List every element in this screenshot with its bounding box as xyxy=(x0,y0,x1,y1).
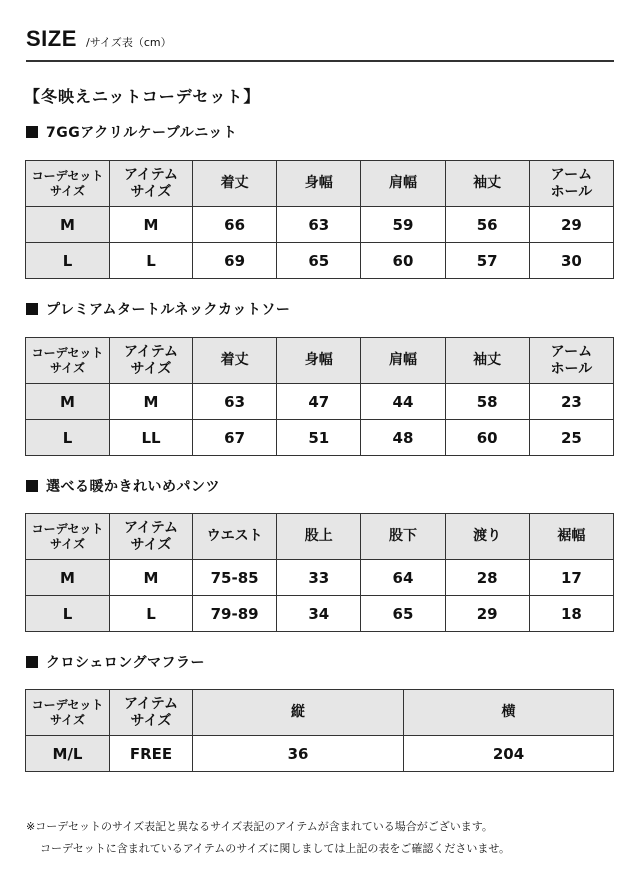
table-cell: 23 xyxy=(529,384,613,420)
table-cell: 65 xyxy=(361,596,445,632)
item-size-header: アイテム サイズ xyxy=(110,338,193,384)
table-cell: 204 xyxy=(404,736,614,772)
table-cell: 67 xyxy=(193,420,277,456)
table-cell: M xyxy=(26,560,110,596)
table-cell: M xyxy=(110,384,193,420)
table-cell: M xyxy=(110,207,193,243)
item-size-header: アイテム サイズ xyxy=(110,514,193,560)
size-table-pants xyxy=(25,513,614,632)
column-header: 着丈 xyxy=(193,338,277,384)
square-bullet-icon xyxy=(26,480,38,492)
table-cell: 59 xyxy=(361,207,445,243)
table-cell: 57 xyxy=(445,243,529,279)
footnotes xyxy=(26,816,510,860)
table-cell: 69 xyxy=(193,243,277,279)
table-cell: 63 xyxy=(193,384,277,420)
table-cell: M/L xyxy=(26,736,110,772)
table-cell: M xyxy=(26,384,110,420)
column-header: アーム ホール xyxy=(529,161,613,207)
column-header: 股下 xyxy=(361,514,445,560)
table-cell: 75-85 xyxy=(193,560,277,596)
table-cell: L xyxy=(110,243,193,279)
table-row xyxy=(26,207,614,243)
column-header: 袖丈 xyxy=(445,161,529,207)
table-cell: 30 xyxy=(529,243,613,279)
table-cell: L xyxy=(26,420,110,456)
column-header: 肩幅 xyxy=(361,161,445,207)
table-cell: LL xyxy=(110,420,193,456)
table-cell: 47 xyxy=(277,384,361,420)
section-heading-pants xyxy=(26,476,220,496)
table-header-row xyxy=(26,690,614,736)
table-row xyxy=(26,560,614,596)
table-cell: 60 xyxy=(361,243,445,279)
section-title: 7GGアクリルケーブルニット xyxy=(46,125,238,141)
table-cell: 79-89 xyxy=(193,596,277,632)
column-header: 横 xyxy=(404,690,614,736)
table-cell: 56 xyxy=(445,207,529,243)
table-cell: L xyxy=(110,596,193,632)
column-header: 股上 xyxy=(277,514,361,560)
column-header: 縦 xyxy=(193,690,404,736)
table-row xyxy=(26,596,614,632)
column-header: ウエスト xyxy=(193,514,277,560)
table-cell: M xyxy=(110,560,193,596)
table-cell: 60 xyxy=(445,420,529,456)
table-cell: L xyxy=(26,596,110,632)
table-cell: 51 xyxy=(277,420,361,456)
table-cell: 18 xyxy=(529,596,613,632)
table-row xyxy=(26,736,614,772)
coord-size-header: コーデセット サイズ xyxy=(26,690,110,736)
section-title: 選べる暖かきれいめパンツ xyxy=(46,479,220,495)
section-heading-turtleneck xyxy=(26,299,290,319)
square-bullet-icon xyxy=(26,303,38,315)
coord-size-header: コーデセット サイズ xyxy=(26,338,110,384)
column-header: 渡り xyxy=(445,514,529,560)
section-title: プレミアムタートルネックカットソー xyxy=(46,302,291,318)
table-cell: L xyxy=(26,243,110,279)
size-table-turtleneck xyxy=(25,337,614,456)
table-cell: 34 xyxy=(277,596,361,632)
size-table-knit xyxy=(25,160,614,279)
table-cell: 58 xyxy=(445,384,529,420)
table-header-row xyxy=(26,514,614,560)
collection-title: 【冬映えニットコーデセット】 xyxy=(24,87,261,106)
table-cell: 44 xyxy=(361,384,445,420)
table-cell: 65 xyxy=(277,243,361,279)
coord-size-header: コーデセット サイズ xyxy=(26,161,110,207)
square-bullet-icon xyxy=(26,126,38,138)
unit-label: /サイズ表（cm） xyxy=(86,36,172,49)
table-cell: 36 xyxy=(193,736,404,772)
section-heading-muffler xyxy=(26,652,205,672)
table-row xyxy=(26,243,614,279)
table-cell: 25 xyxy=(529,420,613,456)
table-header-row xyxy=(26,338,614,384)
size-table-muffler xyxy=(25,689,614,772)
item-size-header: アイテム サイズ xyxy=(110,161,193,207)
table-cell: M xyxy=(26,207,110,243)
column-header: 身幅 xyxy=(277,338,361,384)
section-heading-knit xyxy=(26,122,237,142)
table-row xyxy=(26,420,614,456)
size-header xyxy=(26,26,172,56)
table-row xyxy=(26,384,614,420)
table-cell: 28 xyxy=(445,560,529,596)
square-bullet-icon xyxy=(26,656,38,668)
table-cell: 64 xyxy=(361,560,445,596)
column-header: アーム ホール xyxy=(529,338,613,384)
coord-size-header: コーデセット サイズ xyxy=(26,514,110,560)
table-cell: 17 xyxy=(529,560,613,596)
column-header: 身幅 xyxy=(277,161,361,207)
table-cell: 29 xyxy=(445,596,529,632)
table-cell: 29 xyxy=(529,207,613,243)
footnote: ※コーデセットのサイズ表記と異なるサイズ表記のアイテムが含まれている場合がございます。 xyxy=(26,820,493,833)
table-cell: 66 xyxy=(193,207,277,243)
item-size-header: アイテム サイズ xyxy=(110,690,193,736)
header-divider xyxy=(26,60,614,62)
table-cell: 48 xyxy=(361,420,445,456)
table-cell: 33 xyxy=(277,560,361,596)
footnote: コーデセットに含まれているアイテムのサイズに関しましては上記の表をご確認くださいませ。 xyxy=(40,842,511,855)
table-cell: 63 xyxy=(277,207,361,243)
table-header-row xyxy=(26,161,614,207)
column-header: 裾幅 xyxy=(529,514,613,560)
table-cell: FREE xyxy=(110,736,193,772)
column-header: 袖丈 xyxy=(445,338,529,384)
section-title: クロシェロングマフラー xyxy=(46,655,205,671)
column-header: 肩幅 xyxy=(361,338,445,384)
size-label: SIZE xyxy=(26,26,77,51)
column-header: 着丈 xyxy=(193,161,277,207)
